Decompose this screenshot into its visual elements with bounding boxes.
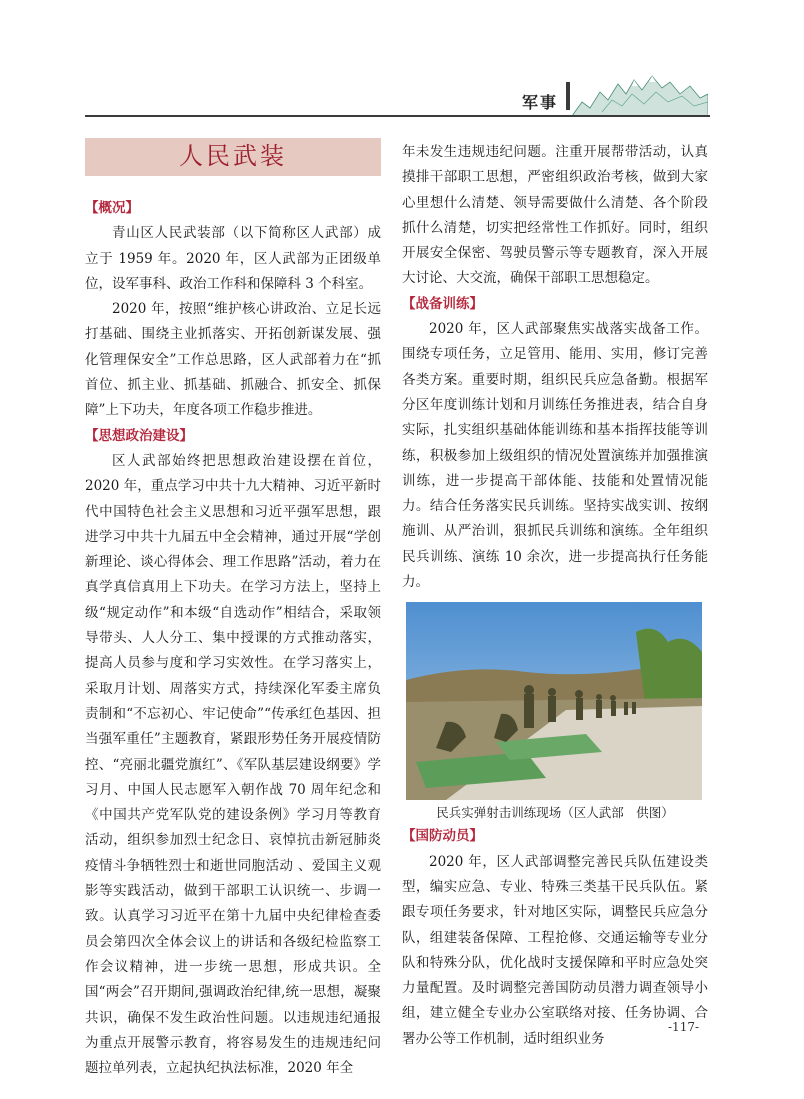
mountain-decoration-icon <box>572 72 708 116</box>
photo-illustration <box>406 602 702 800</box>
ideology-continuation: 年未发生违规违纪问题。注重开展帮带活动，认真摸排干部职工思想，严密组织政治考核，做到大家心里想什么清楚、领导需要做什么清楚、各个阶段抓什么清楚，切实把经常性工作抓好。同时，组织开展安全保密、驾驶员警示等专题教育，深入开展大讨论、大交流，确保干部职工思想稳定。 <box>402 144 708 287</box>
page-number: -117- <box>668 1020 700 1034</box>
page-header <box>0 0 804 120</box>
training-paragraph-1: 2020 年，区人武部聚焦实战落实战备工作。围绕专项任务，立足管用、能用、实用，修订完善各类方案。重要时期，组织民兵应急备勤。根据军分区年度训练计划和月训练任务推进表，结合自身实际，扎实组织基础体能训练和基本指挥技能等训练，积极参加上级组织的情况处置演练并加强推演训练，进一步提高干部体能、技能和处置情况能力。结合任务落实民兵训练。坚持实战实训、按纲施训、从严治训，狠抓民兵训练和演练。全年组织民兵训练、演练 10 余次，进一步提高执行任务能力。 <box>402 321 708 591</box>
header-divider-mark <box>566 82 570 110</box>
photo-caption: 民兵实弹射击训练现场（区人武部 供图） <box>436 805 674 821</box>
header-rule <box>85 115 710 117</box>
left-column <box>85 138 381 1081</box>
section-title: 军事 <box>522 93 559 112</box>
overview-paragraph-1: 青山区人民武装部（以下简称区人武部）成立于 1959 年。2020 年，区人武部为正团级单位，设军事科、政治工作科和保障科 3 个科室。 <box>85 225 381 292</box>
section-heading-training: 【战备训练】 <box>402 295 483 312</box>
ideology-paragraph-1: 区人武部始终把思想政治建设摆在首位，2020 年，重点学习中共十九大精神、习近平新时代中国特色社会主义思想和习近平强军思想，跟进学习中共十九届五中全会精神，通过开展“学创新理论、谈心得体会、理工作思路”活动，着力在真学真信真用上下功夫。在学习方法上，坚持上级“规定动作”和本级“自选动作”相结合，采取领导带头、人人分工、集中授课的方式推动落实，提高人员参与度和学习实效性。在学习落实上，采取月计划、周落实方式，持续深化军委主席负责制和“不忘初心、牢记使命”“传承红色基因、担当强军重任”主题教育，紧跟形势任务开展疫情防控、“亮丽北疆党旗红”、《军队基层建设纲要》学习月、中国人民志愿军入朝作战 70 周年纪念和《中国共产党军队党的建设条例》学习月等教育活动，组织参加烈士纪念日、哀悼抗击新冠肺炎疫情斗争牺牲烈士和逝世同胞活动 、爱国主义观影等实践活动，做到干部职工认识统一、步调一致。认真学习习近平在第十九届中央纪律检查委员会第四次全体会议上的讲话和各级纪检监察工作会议精神，进一步统一思想，形成共识。全国“两会”召开期间,强调政治纪律,统一思想，凝聚共识，确保不发生政治性问题。以违规违纪通报为重点开展警示教育，将容易发生的违规违纪问题拉单列表，立起执纪执法标准，2020 年全 <box>85 452 381 1077</box>
section-heading-overview: 【概况】 <box>85 200 139 216</box>
section-heading-ideology: 【思想政治建设】 <box>85 427 193 444</box>
overview-paragraph-2: 2020 年，按照“维护核心讲政治、立足长远打基础、围绕主业抓落实、开拓创新谋发展、强化管理保安全”工作总思路，区人武部着力在“抓首位、抓主业、抓基础、抓融合、抓安全、抓保障”上下功夫，年度各项工作稳步推进。 <box>85 301 381 419</box>
article-title: 人民武装 <box>179 142 287 171</box>
right-column <box>402 140 708 1052</box>
militia-shooting-photo <box>406 602 702 800</box>
section-heading-mobilization: 【国防动员】 <box>402 828 483 845</box>
mobilization-paragraph-1: 2020 年，区人武部调整完善民兵队伍建设类型，编实应急、专业、特殊三类基干民兵队伍。紧跟专项任务要求，针对地区实际，调整民兵应急分队，组建装备保障、工程抢修、交通运输等专业分队和特殊分队，优化战时支援保障和平时应急处突力量配置。及时调整完善国防动员潜力调查领导小组，建立健全专业办公室联络对接、任务协调、合署办公等工作机制，适时组织业务 <box>402 853 708 1047</box>
article-title-banner <box>85 138 381 176</box>
